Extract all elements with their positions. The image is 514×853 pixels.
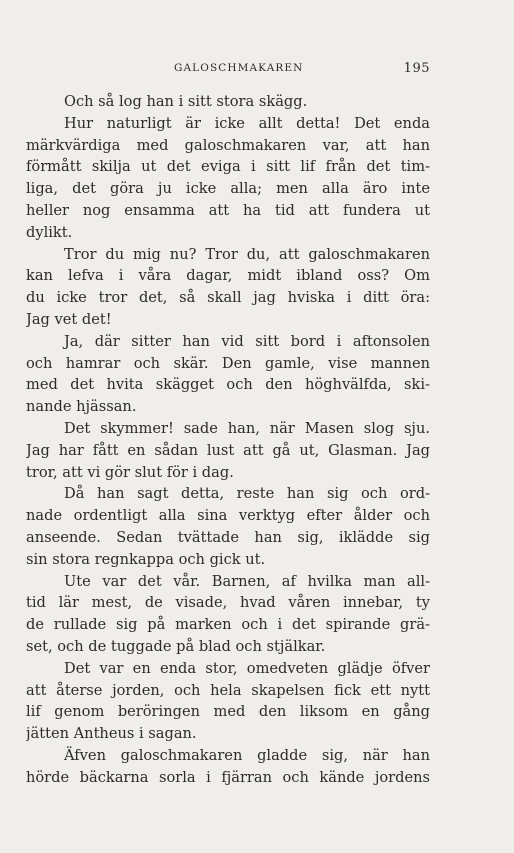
text-line: Det skymmer! sade han, när Masen slog sju. xyxy=(64,419,430,437)
text-line: Då han sagt detta, reste han sig och ord- xyxy=(64,485,430,503)
text-line: nade ordentligt alla sina verktyg efter ålder och xyxy=(26,507,430,525)
text-line: kan lefva i våra dagar, midt ibland oss? Om xyxy=(26,267,430,285)
text-line: att återse jorden, och hela skapelsen fick ett nytt xyxy=(26,681,430,699)
text-line: du icke tror det, så skall jag hviska i ditt öra: xyxy=(26,289,430,307)
text-line: Tror du mig nu? Tror du, att galoschmakaren xyxy=(64,245,430,263)
text-line: och hamrar och skär. Den gamle, vise mannen xyxy=(26,354,430,372)
text-line: hörde bäckarna sorla i fjärran och kände jordens xyxy=(26,768,430,786)
text-line: liga, det göra ju icke alla; men alla äro inte xyxy=(26,180,430,198)
text-line: dylikt. xyxy=(26,223,73,241)
text-line: Äfven galoschmakaren gladde sig, när han xyxy=(64,746,430,764)
text-line: Jag har fått en sådan lust att gå ut, Glasman. Jag xyxy=(26,441,430,459)
text-line: märkvärdiga med galoschmakaren var, att han xyxy=(26,136,430,154)
text-line: sin stora regnkappa och gick ut. xyxy=(26,550,266,568)
text-line: Det var en enda stor, omedveten glädje öfver xyxy=(64,659,430,677)
body-text xyxy=(26,91,430,789)
text-line: nande hjässan. xyxy=(26,398,137,416)
text-line: förmått skilja ut det eviga i sitt lif från det tim- xyxy=(26,158,430,176)
text-line: heller nog ensamma att ha tid att fundera ut xyxy=(26,201,430,219)
text-line: Och så log han i sitt stora skägg. xyxy=(64,93,308,110)
text-line: lif genom beröringen med den liksom en gång xyxy=(26,703,430,721)
page-header xyxy=(174,62,430,78)
text-line: set, och de tuggade på blad och stjälkar. xyxy=(26,637,326,655)
page-number: 195 xyxy=(403,61,430,76)
text-line: Hur naturligt är icke allt detta! Det enda xyxy=(64,114,430,132)
text-line: jätten Antheus i sagan. xyxy=(26,725,197,743)
running-title: GALOSCHMAKAREN xyxy=(174,62,304,74)
text-line: de rullade sig på marken och i det spirande grä- xyxy=(26,616,430,634)
text-line: Ja, där sitter han vid sitt bord i aftonsolen xyxy=(64,332,430,350)
text-line: tid lär mest, de visade, hvad våren innebar, ty xyxy=(26,594,430,612)
text-line: Ute var det vår. Barnen, af hvilka man all- xyxy=(64,572,430,590)
text-line: med det hvita skägget och den höghvälfda, ski- xyxy=(26,376,430,394)
text-line: anseende. Sedan tvättade han sig, ikläddе sig xyxy=(26,528,430,546)
text-line: tror, att vi gör slut för i dag. xyxy=(26,463,234,481)
text-line: Jag vet det! xyxy=(26,310,112,328)
